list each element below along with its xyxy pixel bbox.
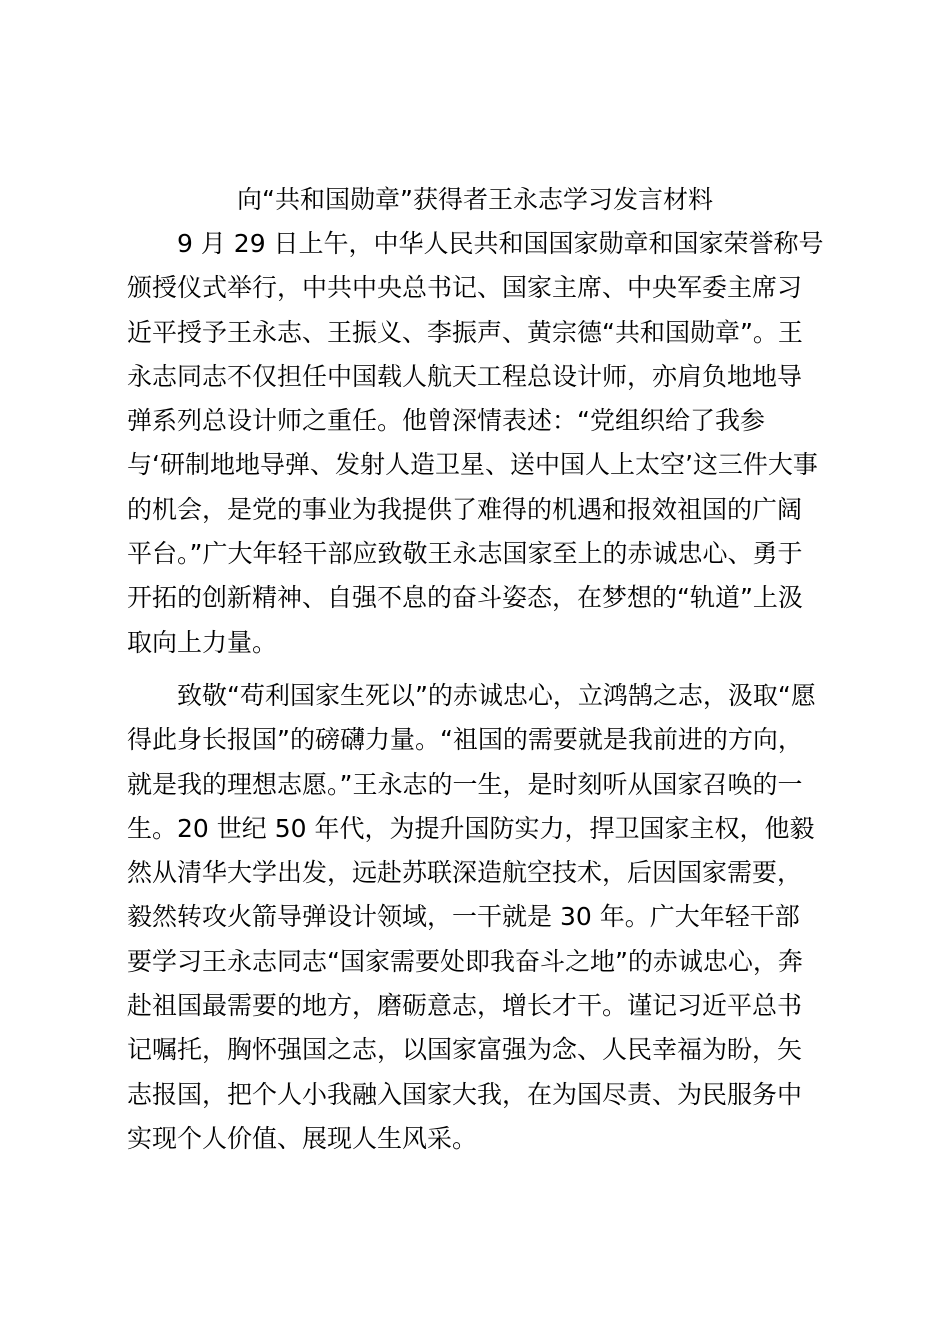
paragraph-line: 平台。”广大年轻干部应致敬王永志国家至上的赤诚忠心、勇于	[127, 539, 803, 569]
paragraph-line: 取向上力量。	[127, 627, 278, 657]
paragraph-line: 毅然转攻火箭导弹设计领域，一干就是 30 年。广大年轻干部	[127, 902, 800, 932]
paragraph-line: 赴祖国最需要的地方，磨砺意志，增长才干。谨记习近平总书	[127, 991, 803, 1021]
paragraph-line: 然从清华大学出发，远赴苏联深造航空技术，后因国家需要，	[127, 858, 803, 888]
paragraph-line: 的机会，是党的事业为我提供了难得的机遇和报效祖国的广阔	[127, 494, 803, 524]
paragraph-line: 得此身长报国”的磅礴力量。“祖国的需要就是我前进的方向，	[127, 725, 803, 755]
paragraph-line: 永志同志不仅担任中国载人航天工程总设计师，亦肩负地地导	[127, 361, 803, 391]
paragraph-2	[127, 674, 837, 1161]
paragraph-line: 要学习王永志同志“国家需要处即我奋斗之地”的赤诚忠心，奔	[127, 946, 803, 976]
paragraph-line: 致敬“苟利国家生死以”的赤诚忠心，立鸿鹄之志，汲取“愿	[177, 680, 816, 710]
paragraph-line: 开拓的创新精神、自强不息的奋斗姿态，在梦想的“轨道”上汲	[127, 583, 803, 613]
document-body	[127, 222, 837, 1170]
paragraph-line: 近平授予王永志、王振义、李振声、黄宗德“共和国勋章”。王	[127, 317, 803, 347]
paragraph-line: 与‘研制地地导弹、发射人造卫星、送中国人上太空’这三件大事	[127, 450, 818, 480]
paragraph-line: 就是我的理想志愿。”王永志的一生，是时刻听从国家召唤的一	[127, 769, 803, 799]
paragraph-line: 弹系列总设计师之重任。他曾深情表述：“党组织给了我参	[127, 406, 765, 436]
paragraph-line: 记嘱托，胸怀强国之志，以国家富强为念、人民幸福为盼，矢	[127, 1035, 803, 1065]
paragraph-line: 颁授仪式举行，中共中央总书记、国家主席、中央军委主席习	[127, 273, 803, 303]
document-title: 向“共和国勋章”获得者王永志学习发言材料	[237, 185, 713, 214]
paragraph-line: 生。20 世纪 50 年代，为提升国防实力，捍卫国家主权，他毅	[127, 813, 815, 843]
paragraph-line: 实现个人价值、展现人生风采。	[127, 1123, 478, 1153]
paragraph-1	[127, 222, 837, 665]
paragraph-line: 9 月 29 日上午，中华人民共和国国家勋章和国家荣誉称号	[177, 229, 824, 258]
paragraph-line: 志报国，把个人小我融入国家大我，在为国尽责、为民服务中	[127, 1079, 803, 1109]
